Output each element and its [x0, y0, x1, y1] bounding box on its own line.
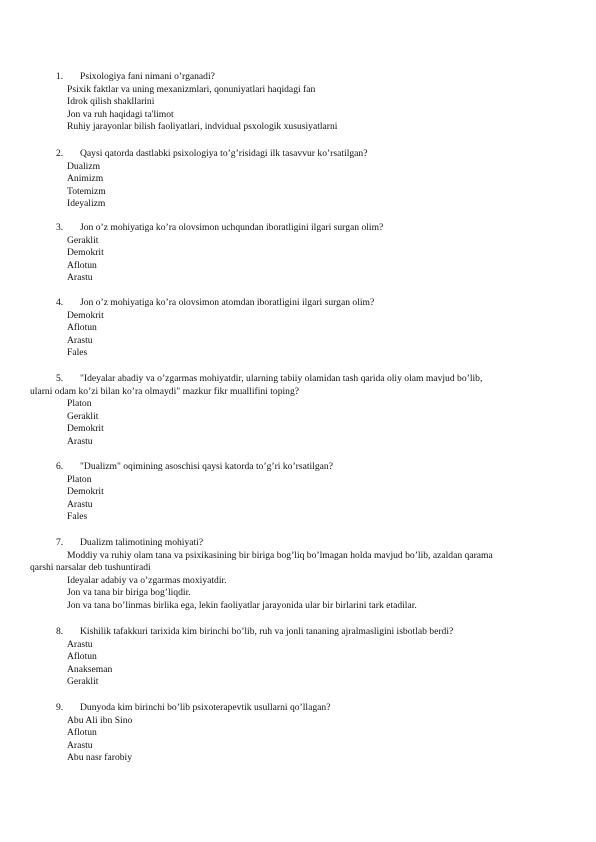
- question-number: 2.: [56, 148, 64, 159]
- option: Idrok qilish shakllarini: [67, 96, 155, 108]
- question-9: [0, 702, 596, 765]
- question-3: [0, 222, 596, 285]
- question-number: 5.: [56, 373, 64, 384]
- option: Psixik faktlar va uning mexanizmlari, qonuniyatlari haqidagi fan: [67, 83, 316, 95]
- question-text: Dualizm talimotining mohiyati?: [80, 537, 204, 548]
- question-8: [0, 626, 596, 689]
- question-text: Dunyoda kim birinchi bo’lib psixoterapevtik usullarni qo’llagan?: [80, 702, 331, 713]
- option: Aflotun: [67, 259, 97, 271]
- question-6: [0, 461, 596, 524]
- option: Demokrit: [67, 486, 104, 498]
- question-number: 4.: [56, 297, 64, 308]
- option: Anakseman: [67, 663, 113, 675]
- option: Aflotun: [67, 322, 97, 334]
- option: Ideyalizm: [67, 198, 106, 210]
- option: Jon va tana bir biriga bog’liqdir.: [67, 587, 191, 599]
- question-text: "Dualizm" oqimining asoschisi qaysi katorda to’g’ri ko’rsatilgan?: [80, 461, 333, 472]
- question-number: 1.: [56, 71, 64, 82]
- option: Aflotun: [67, 651, 97, 663]
- option: Arastu: [67, 498, 93, 510]
- question-7: [0, 537, 596, 613]
- option: Abu Ali ibn Sino: [67, 714, 133, 726]
- option: Dualizm: [67, 160, 101, 172]
- option: Arastu: [67, 435, 93, 447]
- option: Platon: [67, 398, 92, 410]
- option-line-1: Moddiy va ruhiy olam tana va psixikasining bir biriga bog’liq bo’lmagan holda mavjud bo’lib, azaldan qarama: [67, 549, 493, 561]
- option: Fales: [67, 347, 88, 359]
- option: Jon va ruh haqidagi ta'limot: [67, 108, 174, 120]
- question-text: Kishilik tafakkuri tarixida kim birinchi bo’lib, ruh va jonli tananing ajralmasligini isbotlab berdi?: [80, 626, 454, 637]
- question-text: Qaysi qatorda dastlabki psixologiya to’g’risidagi ilk tasavvur ko’rsatilgan?: [80, 148, 368, 159]
- option: Demokrit: [67, 309, 104, 321]
- option: Arastu: [67, 334, 93, 346]
- option: Totemizm: [67, 185, 106, 197]
- option: Aflotun: [67, 727, 97, 739]
- option: Arastu: [67, 739, 93, 751]
- option: Abu nasr farobiy: [67, 752, 133, 764]
- question-number: 9.: [56, 702, 64, 713]
- option: Ruhiy jarayonlar bilish faoliyatlari, indvidual psxologik xususiyatlarni: [67, 121, 338, 133]
- question-text: Jon o’z mohiyatiga ko’ra olovsimon uchqundan iboratligini ilgari surgan olim?: [80, 222, 384, 233]
- option: Fales: [67, 511, 88, 523]
- question-2: [0, 148, 596, 211]
- question-number: 8.: [56, 626, 64, 637]
- option: Ideyalar adabiy va o’zgarmas moxiyatdir.: [67, 574, 227, 586]
- question-text-line-2: ularni odam ko’zi bilan ko’ra olmaydi" mazkur fikr muallifini toping?: [30, 385, 300, 397]
- question-text: Jon o’z mohiyatiga ko’ra olovsimon atomdan iboratligini ilgari surgan olim?: [80, 297, 375, 308]
- option: Jon va tana bo’linmas birlika ega, lekin faoliyatlar jarayonida ular bir birlarini tark etadilar.: [67, 599, 417, 611]
- question-text: Psixologiya fani nimani o’rganadi?: [80, 71, 215, 82]
- option: Arastu: [67, 272, 93, 284]
- option: Geraklit: [67, 234, 99, 246]
- question-5: [0, 373, 596, 449]
- question-number: 7.: [56, 537, 64, 548]
- option: Arastu: [67, 638, 93, 650]
- option: Platon: [67, 473, 92, 485]
- question-text-line-1: "Ideyalar abadiy va o’zgarmas mohiyatdir, ularning tabiiy olamidan tash qarida oliy olam mavjud bo’lib,: [80, 373, 483, 384]
- option-line-2: qarshi narsalar deb tushuntiradi: [30, 562, 151, 574]
- question-1: [0, 71, 596, 134]
- option: Demokrit: [67, 247, 104, 259]
- question-number: 3.: [56, 222, 64, 233]
- question-number: 6.: [56, 461, 64, 472]
- option: Geraklit: [67, 410, 99, 422]
- option: Geraklit: [67, 676, 99, 688]
- question-4: [0, 297, 596, 360]
- option: Demokrit: [67, 423, 104, 435]
- option: Animizm: [67, 173, 104, 185]
